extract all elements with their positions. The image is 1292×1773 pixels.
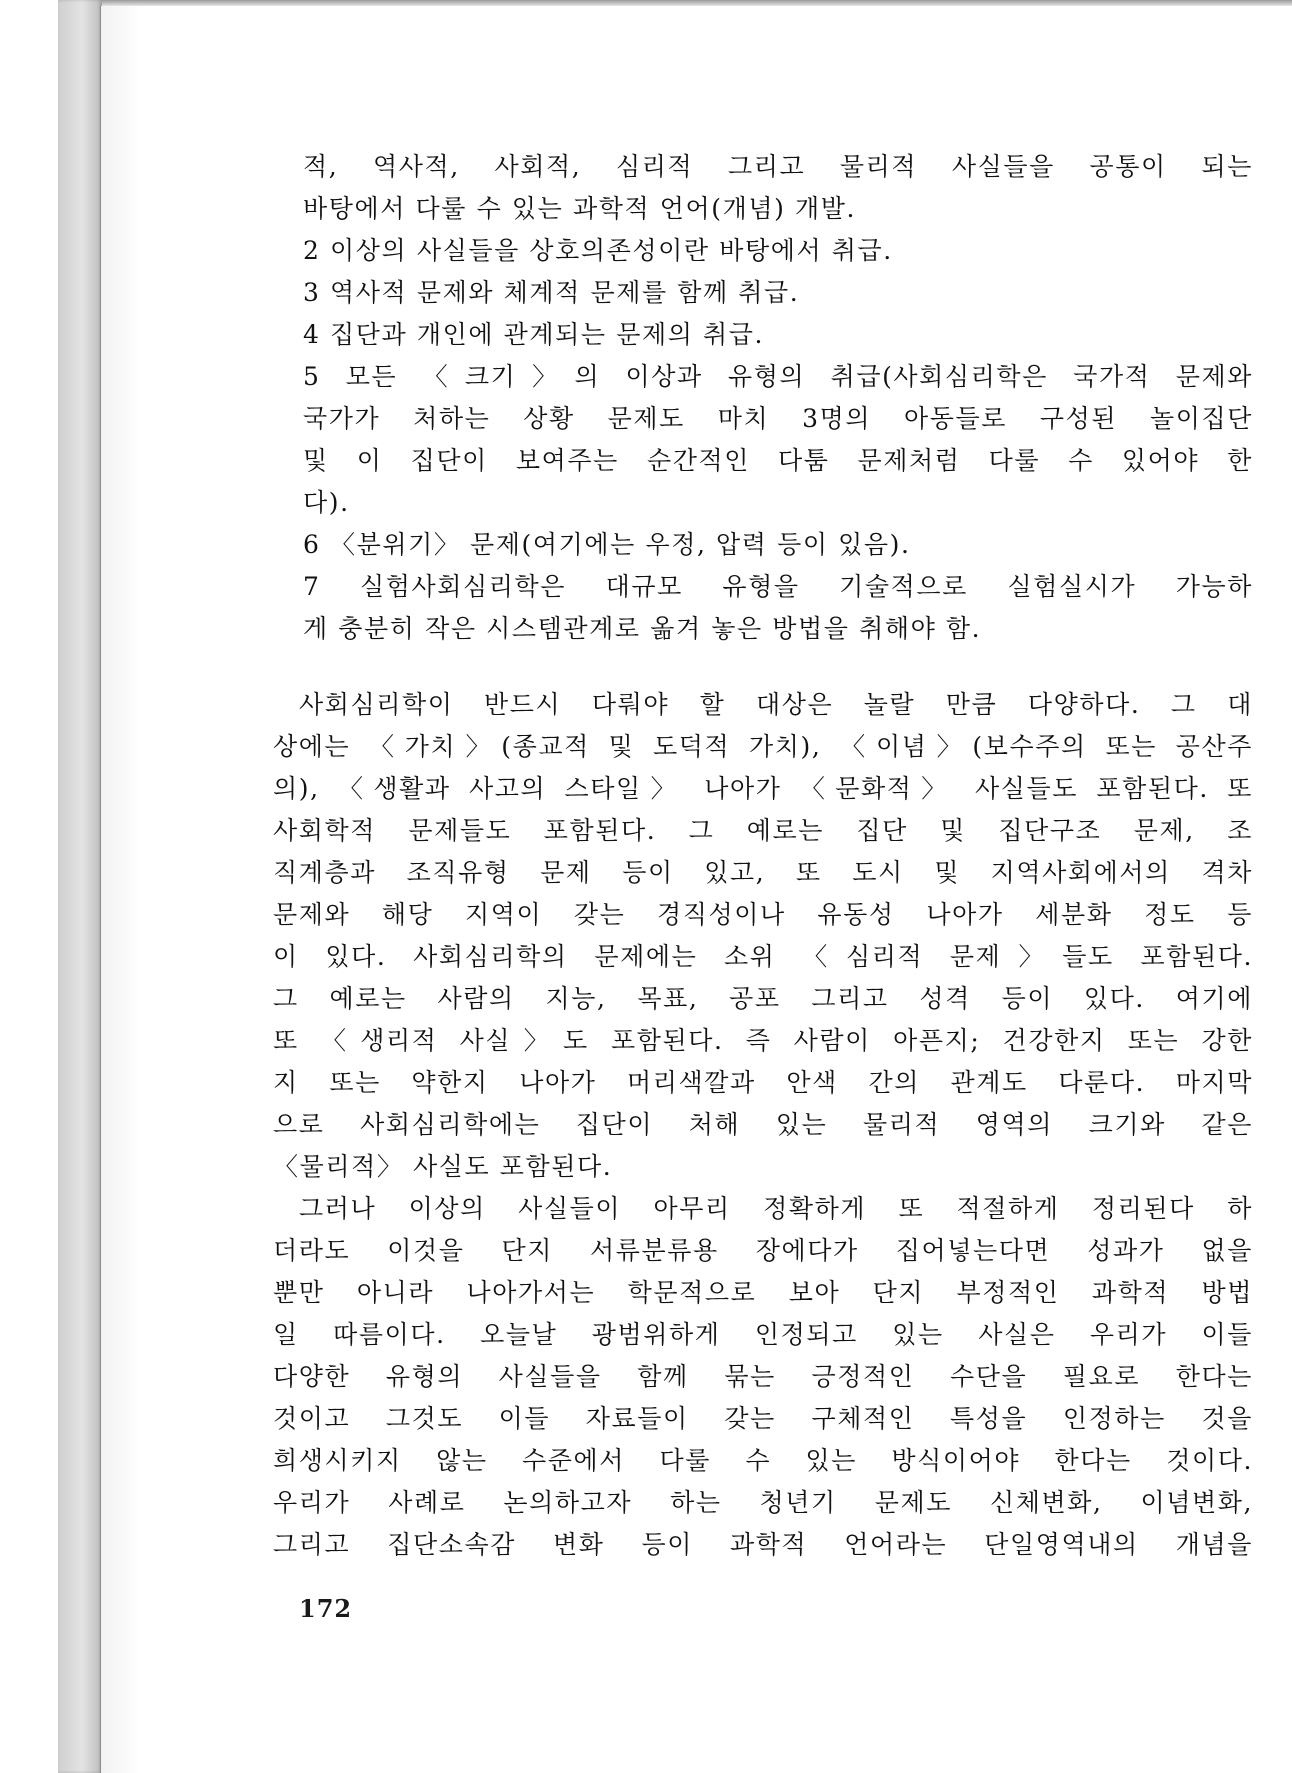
text-line: 그리고 집단소속감 변화 등이 과학적 언어라는 단일영역내의 개념을	[273, 1530, 1253, 1559]
text-line: 더라도 이것을 단지 서류분류용 장에다가 집어넣는다면 성과가 없을	[273, 1236, 1253, 1265]
list-item: 7 실험사회심리학은 대규모 유형을 기술적으로 실험실시가 가능하	[303, 572, 1253, 601]
book-spine-edge	[58, 0, 102, 1773]
text-line: 바탕에서 다룰 수 있는 과학적 언어(개념) 개발.	[303, 194, 857, 223]
text-line: 및 이 집단이 보여주는 순간적인 다툼 문제처럼 다룰 수 있어야 한	[303, 446, 1253, 475]
text-line: 다).	[303, 488, 350, 517]
text-line: 의), 〈생활과 사고의 스타일〉 나아가 〈문화적〉 사실들도 포함된다. 또	[273, 774, 1253, 803]
text-line: 것이고 그것도 이들 자료들이 갖는 구체적인 특성을 인정하는 것을	[273, 1404, 1253, 1433]
list-item: 4 집단과 개인에 관계되는 문제의 취급.	[303, 320, 765, 349]
text-line: 다양한 유형의 사실들을 함께 묶는 긍정적인 수단을 필요로 한다는	[273, 1362, 1253, 1391]
page-number: 172	[299, 1594, 353, 1623]
text-line: 국가가 처하는 상황 문제도 마치 3명의 아동들로 구성된 놀이집단	[303, 404, 1253, 433]
text-line: 그 예로는 사람의 지능, 목표, 공포 그리고 성격 등이 있다. 여기에	[273, 984, 1253, 1013]
text-line: 또 〈생리적 사실〉도 포함된다. 즉 사람이 아픈지; 건강한지 또는 강한	[273, 1026, 1253, 1055]
text-line: 적, 역사적, 사회적, 심리적 그리고 물리적 사실들을 공통이 되는	[303, 152, 1253, 181]
list-item: 3 역사적 문제와 체계적 문제를 함께 취급.	[303, 278, 800, 307]
text-line: 〈물리적〉 사실도 포함된다.	[273, 1152, 613, 1181]
text-line: 우리가 사례로 논의하고자 하는 청년기 문제도 신체변화, 이념변화,	[273, 1488, 1253, 1517]
text-line: 게 충분히 작은 시스템관계로 옮겨 놓은 방법을 취해야 함.	[303, 614, 982, 643]
paragraph-first-line: 그러나 이상의 사실들이 아무리 정확하게 또 적절하게 정리된다 하	[299, 1194, 1253, 1223]
text-line: 으로 사회심리학에는 집단이 처해 있는 물리적 영역의 크기와 같은	[273, 1110, 1253, 1139]
text-line: 상에는 〈가치〉(종교적 및 도덕적 가치), 〈이념〉(보수주의 또는 공산주	[273, 732, 1253, 761]
list-item: 5 모든 〈크기〉의 이상과 유형의 취급(사회심리학은 국가적 문제와	[303, 362, 1253, 391]
text-line: 일 따름이다. 오늘날 광범위하게 인정되고 있는 사실은 우리가 이들	[273, 1320, 1253, 1349]
list-item: 6 〈분위기〉 문제(여기에는 우정, 압력 등이 있음).	[303, 530, 911, 559]
text-line: 뿐만 아니라 나아가서는 학문적으로 보아 단지 부정적인 과학적 방법	[273, 1278, 1253, 1307]
text-line: 직계층과 조직유형 문제 등이 있고, 또 도시 및 지역사회에서의 격차	[273, 858, 1253, 887]
body-text	[273, 146, 1253, 1566]
text-line: 지 또는 약한지 나아가 머리색깔과 안색 간의 관계도 다룬다. 마지막	[273, 1068, 1253, 1097]
text-line: 사회학적 문제들도 포함된다. 그 예로는 집단 및 집단구조 문제, 조	[273, 816, 1253, 845]
text-line: 이 있다. 사회심리학의 문제에는 소위 〈심리적 문제〉들도 포함된다.	[273, 942, 1253, 971]
list-item: 2 이상의 사실들을 상호의존성이란 바탕에서 취급.	[303, 236, 893, 265]
paragraph-gap	[273, 650, 1253, 684]
text-line: 문제와 해당 지역이 갖는 경직성이나 유동성 나아가 세분화 정도 등	[273, 900, 1253, 929]
paragraph-first-line: 사회심리학이 반드시 다뤄야 할 대상은 놀랄 만큼 다양하다. 그 대	[299, 690, 1253, 719]
text-line: 희생시키지 않는 수준에서 다룰 수 있는 방식이어야 한다는 것이다.	[273, 1446, 1253, 1475]
book-page	[100, 6, 1292, 1773]
